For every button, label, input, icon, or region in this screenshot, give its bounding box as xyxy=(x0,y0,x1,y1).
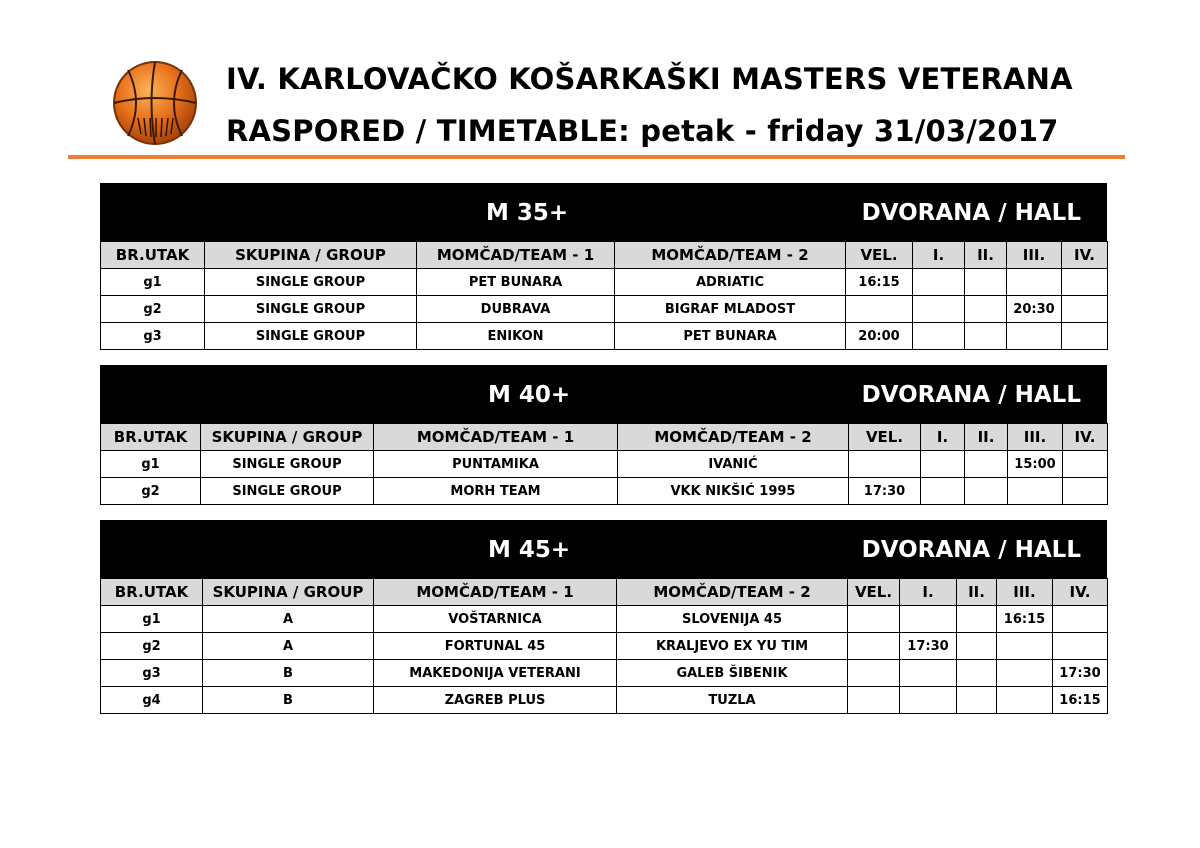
match-id: g3 xyxy=(101,323,205,350)
group-cell: SINGLE GROUP xyxy=(205,269,417,296)
hall-label: DVORANA / HALL xyxy=(861,537,1081,563)
table-row xyxy=(101,451,1108,478)
time-cell xyxy=(900,660,957,687)
team1-cell: DUBRAVA xyxy=(417,296,615,323)
col-header-team2: MOMČAD/TEAM - 2 xyxy=(617,579,848,606)
category-label: M 40+ xyxy=(488,382,571,408)
time-cell xyxy=(965,323,1007,350)
hall-label: DVORANA / HALL xyxy=(861,382,1081,408)
table-header-row xyxy=(101,424,1108,451)
time-cell xyxy=(1053,606,1108,633)
section-header xyxy=(100,520,1107,578)
team2-cell: KRALJEVO EX YU TIM xyxy=(617,633,848,660)
time-cell xyxy=(1062,323,1108,350)
time-cell: 20:30 xyxy=(1007,296,1062,323)
schedule-table xyxy=(100,578,1108,714)
hall-label: DVORANA / HALL xyxy=(861,200,1081,226)
group-cell: SINGLE GROUP xyxy=(205,323,417,350)
time-cell xyxy=(1063,451,1108,478)
basketball-logo-icon xyxy=(110,58,200,148)
table-row xyxy=(101,687,1108,714)
table-header-row xyxy=(101,579,1108,606)
col-header-hall-vel: VEL. xyxy=(846,242,913,269)
group-cell: B xyxy=(203,660,374,687)
schedule-table xyxy=(100,241,1108,350)
team2-cell: PET BUNARA xyxy=(615,323,846,350)
page-title: IV. KARLOVAČKO KOŠARKAŠKI MASTERS VETERANA xyxy=(226,62,1073,96)
time-cell xyxy=(1053,633,1108,660)
time-cell xyxy=(957,606,997,633)
time-cell: 15:00 xyxy=(1008,451,1063,478)
match-id: g2 xyxy=(101,296,205,323)
table-row xyxy=(101,633,1108,660)
match-id: g1 xyxy=(101,269,205,296)
col-header-team1: MOMČAD/TEAM - 1 xyxy=(417,242,615,269)
team2-cell: IVANIĆ xyxy=(618,451,849,478)
time-cell xyxy=(1062,296,1108,323)
time-cell xyxy=(921,451,965,478)
table-row xyxy=(101,269,1108,296)
col-header-hall-1: I. xyxy=(921,424,965,451)
table-row xyxy=(101,478,1108,505)
header-divider xyxy=(68,155,1125,159)
team2-cell: TUZLA xyxy=(617,687,848,714)
schedule-section-m35 xyxy=(100,183,1107,350)
team2-cell: VKK NIKŠIĆ 1995 xyxy=(618,478,849,505)
col-header-team1: MOMČAD/TEAM - 1 xyxy=(374,579,617,606)
group-cell: A xyxy=(203,606,374,633)
col-header-hall-2: II. xyxy=(957,579,997,606)
time-cell xyxy=(957,687,997,714)
col-header-team2: MOMČAD/TEAM - 2 xyxy=(618,424,849,451)
time-cell xyxy=(965,296,1007,323)
team2-cell: BIGRAF MLADOST xyxy=(615,296,846,323)
team2-cell: ADRIATIC xyxy=(615,269,846,296)
time-cell xyxy=(1007,269,1062,296)
col-header-group: SKUPINA / GROUP xyxy=(205,242,417,269)
team1-cell: PET BUNARA xyxy=(417,269,615,296)
col-header-hall-4: IV. xyxy=(1063,424,1108,451)
time-cell xyxy=(900,606,957,633)
time-cell xyxy=(965,451,1008,478)
time-cell xyxy=(913,296,965,323)
group-cell: SINGLE GROUP xyxy=(205,296,417,323)
col-header-hall-3: III. xyxy=(1007,242,1062,269)
schedule-table xyxy=(100,423,1108,505)
col-header-group: SKUPINA / GROUP xyxy=(203,579,374,606)
category-label: M 35+ xyxy=(486,200,569,226)
category-label: M 45+ xyxy=(488,537,571,563)
time-cell xyxy=(913,269,965,296)
team1-cell: MORH TEAM xyxy=(374,478,618,505)
col-header-hall-3: III. xyxy=(1008,424,1063,451)
time-cell: 16:15 xyxy=(846,269,913,296)
time-cell xyxy=(849,451,921,478)
table-row xyxy=(101,660,1108,687)
group-cell: SINGLE GROUP xyxy=(201,451,374,478)
team1-cell: FORTUNAL 45 xyxy=(374,633,617,660)
table-row xyxy=(101,296,1108,323)
time-cell xyxy=(921,478,965,505)
team2-cell: GALEB ŠIBENIK xyxy=(617,660,848,687)
page-subtitle: RASPORED / TIMETABLE: petak - friday 31/03/2017 xyxy=(226,114,1059,148)
time-cell xyxy=(1063,478,1108,505)
section-header xyxy=(100,183,1107,241)
col-header-team1: MOMČAD/TEAM - 1 xyxy=(374,424,618,451)
team1-cell: PUNTAMIKA xyxy=(374,451,618,478)
col-header-hall-4: IV. xyxy=(1053,579,1108,606)
time-cell xyxy=(957,633,997,660)
match-id: g2 xyxy=(101,478,201,505)
time-cell xyxy=(900,687,957,714)
time-cell xyxy=(997,687,1053,714)
team2-cell: SLOVENIJA 45 xyxy=(617,606,848,633)
group-cell: A xyxy=(203,633,374,660)
col-header-hall-vel: VEL. xyxy=(849,424,921,451)
col-header-hall-vel: VEL. xyxy=(848,579,900,606)
col-header-team2: MOMČAD/TEAM - 2 xyxy=(615,242,846,269)
time-cell xyxy=(1008,478,1063,505)
time-cell xyxy=(997,633,1053,660)
group-cell: B xyxy=(203,687,374,714)
time-cell xyxy=(846,296,913,323)
col-header-match: BR.UTAK xyxy=(101,424,201,451)
schedule-section-m45 xyxy=(100,520,1107,714)
time-cell xyxy=(965,478,1008,505)
time-cell xyxy=(1007,323,1062,350)
team1-cell: VOŠTARNICA xyxy=(374,606,617,633)
time-cell: 17:30 xyxy=(900,633,957,660)
match-id: g2 xyxy=(101,633,203,660)
match-id: g1 xyxy=(101,606,203,633)
time-cell: 16:15 xyxy=(1053,687,1108,714)
time-cell xyxy=(965,269,1007,296)
time-cell xyxy=(848,633,900,660)
col-header-hall-1: I. xyxy=(913,242,965,269)
time-cell xyxy=(997,660,1053,687)
time-cell xyxy=(913,323,965,350)
team1-cell: ENIKON xyxy=(417,323,615,350)
col-header-hall-3: III. xyxy=(997,579,1053,606)
col-header-match: BR.UTAK xyxy=(101,242,205,269)
table-row xyxy=(101,323,1108,350)
table-row xyxy=(101,606,1108,633)
time-cell xyxy=(957,660,997,687)
table-header-row xyxy=(101,242,1108,269)
match-id: g3 xyxy=(101,660,203,687)
time-cell: 17:30 xyxy=(1053,660,1108,687)
col-header-hall-4: IV. xyxy=(1062,242,1108,269)
schedule-section-m40 xyxy=(100,365,1107,505)
col-header-hall-2: II. xyxy=(965,242,1007,269)
section-header xyxy=(100,365,1107,423)
team1-cell: MAKEDONIJA VETERANI xyxy=(374,660,617,687)
time-cell: 20:00 xyxy=(846,323,913,350)
time-cell xyxy=(848,687,900,714)
group-cell: SINGLE GROUP xyxy=(201,478,374,505)
time-cell: 16:15 xyxy=(997,606,1053,633)
col-header-group: SKUPINA / GROUP xyxy=(201,424,374,451)
col-header-hall-2: II. xyxy=(965,424,1008,451)
time-cell: 17:30 xyxy=(849,478,921,505)
col-header-hall-1: I. xyxy=(900,579,957,606)
match-id: g4 xyxy=(101,687,203,714)
match-id: g1 xyxy=(101,451,201,478)
time-cell xyxy=(848,606,900,633)
time-cell xyxy=(1062,269,1108,296)
team1-cell: ZAGREB PLUS xyxy=(374,687,617,714)
time-cell xyxy=(848,660,900,687)
col-header-match: BR.UTAK xyxy=(101,579,203,606)
